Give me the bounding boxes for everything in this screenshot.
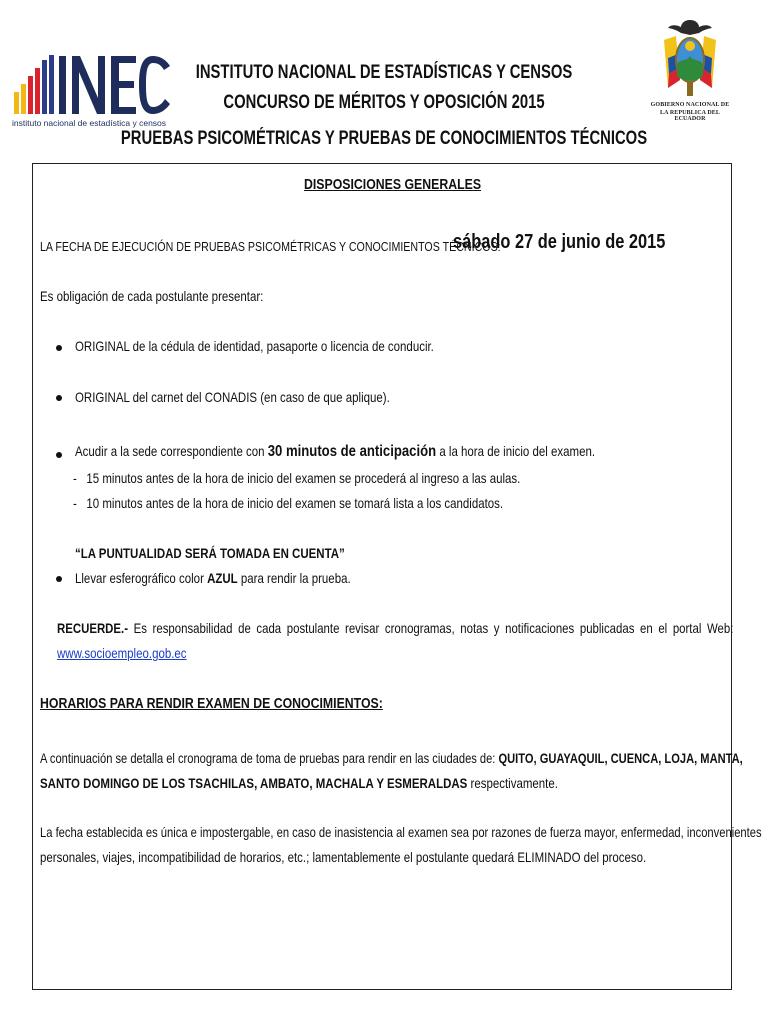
bullet-dot [56, 345, 62, 351]
reminder-text: RECUERDE.- Es responsabilidad de cada postulante revisar cronogramas, notas y notificaciones publicadas en el portal Web: [57, 620, 734, 636]
header-title-contest: CONCURSO DE MÉRITOS Y OPOSICIÓN 2015 [223, 92, 545, 113]
requirement-arrival-time: Acudir a la sede correspondiente con 30 minutos de anticipación a la hora de inicio del examen. [75, 443, 596, 460]
requirement-conadis-card: ORIGINAL del carnet del CONADIS (en caso de que aplique). [75, 389, 390, 405]
socioempleo-link[interactable]: www.socioempleo.gob.ec [57, 645, 187, 661]
exam-date-value: sábado 27 de junio de 2015 [453, 231, 666, 253]
punctuality-notice: “LA PUNTUALIDAD SERÁ TOMADA EN CUENTA” [75, 545, 345, 561]
bullet-dot [56, 395, 62, 401]
section-heading-general: DISPOSICIONES GENERALES [304, 176, 482, 193]
bullet-dot [56, 576, 62, 582]
schedule-paragraph-line2: SANTO DOMINGO DE LOS TSACHILAS, AMBATO, MACHALA Y ESMERALDAS respectivamente. [40, 775, 558, 791]
header-title-institute: INSTITUTO NACIONAL DE ESTADÍSTICAS Y CENSOS [195, 62, 573, 83]
elimination-paragraph-line2: personales, viajes, incompatibilidad de horarios, etc.; lamentablemente el postulante quedará ELIMINADO del proceso. [40, 849, 647, 865]
section-heading-schedule: HORARIOS PARA RENDIR EXAMEN DE CONOCIMIENTOS: [40, 695, 383, 712]
dash-item-entry-time: - 15 minutos antes de la hora de inicio del examen se procederá al ingreso a las aulas. [73, 470, 521, 486]
obligation-text: Es obligación de cada postulante presentar: [40, 288, 264, 304]
requirement-blue-pen: Llevar esferográfico color AZUL para rendir la prueba. [75, 570, 351, 586]
seal-caption-line1: GOBIERNO NACIONAL DE [650, 102, 730, 108]
logo-subtitle: instituto nacional de estadística y censos [12, 118, 167, 128]
bullet-dot [56, 452, 62, 458]
schedule-paragraph-line1: A continuación se detalla el cronograma de toma de pruebas para rendir en las ciudades de: QUITO, GUAYAQUIL, CUENCA, LOJA, MANTA, [40, 750, 743, 766]
elimination-paragraph-line1: La fecha establecida es única e impostergable, en caso de inasistencia al examen sea por razones de fuerza mayor, enfermedad, inconvenientes [40, 824, 762, 840]
dash-item-roll-call: - 10 minutos antes de la hora de inicio del examen se tomará lista a los candidatos. [73, 495, 504, 511]
coat-of-arms-icon [650, 18, 730, 102]
seal-caption-line2: LA REPUBLICA DEL ECUADOR [660, 110, 720, 122]
requirement-id-document: ORIGINAL de la cédula de identidad, pasaporte o licencia de conducir. [75, 338, 434, 354]
exam-date-label: LA FECHA DE EJECUCIÓN DE PRUEBAS PSICOMÉTRICAS Y CONOCIMIENTOS TÉCNICOS: [40, 239, 501, 254]
header-title-tests: PRUEBAS PSICOMÉTRICAS Y PRUEBAS DE CONOCIMIENTOS TÉCNICOS [120, 128, 648, 149]
